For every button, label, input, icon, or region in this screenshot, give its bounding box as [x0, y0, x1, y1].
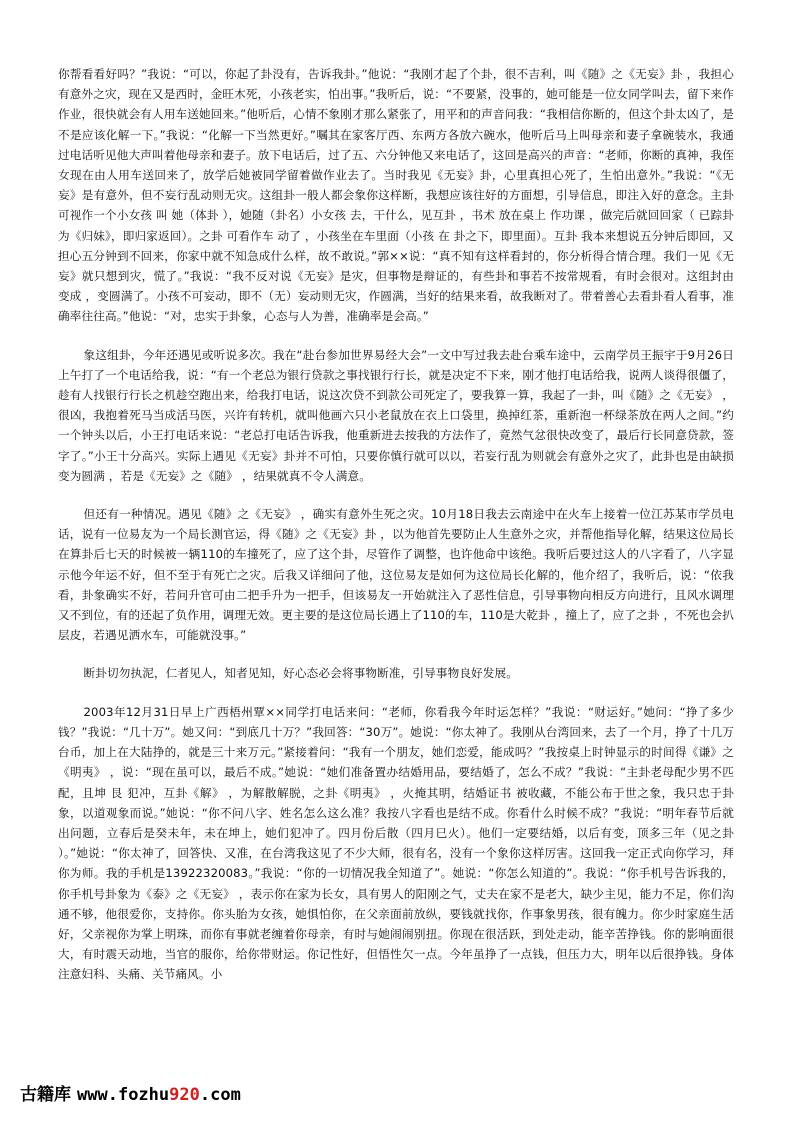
paragraph-4: 断卦切勿执泥，仁者见人，知者见知，好心态必会将事物断准，引导事物良好发展。 [83, 666, 519, 681]
footer-url-prefix: www. [77, 1085, 118, 1105]
paragraph-2: 象这组卦，今年还遇见或听说多次。我在“赴台参加世界易经大会”一文中写过我去赴台乘车途中，云南学员王振宇于9月26日上午打了一个电话给我，说：“有一个老总为银行贷款之事找银行行长，就是决定不下来，刚才他打电话给我，说两人谈得很僵了，趁有人找银行行长之机趁空跑出来，给我打电话，说这次贷不到款公司死定了，要我算一算，我起了一卦，叫《随》之《无妄》 ，很凶，我抱着死马当成活马医，兴许有转机，就叫他画六只小老鼠放在衣上口袋里，换掉红茶，重新泡一杯绿茶放在两人之间。”约一个钟头以后，小王打电话来说：“老总打电话告诉我，他重新进去按我的方法作了，竟然气忿很快改变了，最后行长同意贷款，签字了。”小王十分高兴。实际上遇见《无妄》卦并不可怕，只要你慎行就可以以，若妄行乱为则就会有意外之灾了，此卦也是由缺损 变为圆满 ，若是《无妄》之《随》 ，结果就真不令人满意。 [58, 347, 734, 483]
footer-brand-chinese: 古籍库 [20, 1085, 71, 1105]
paragraph-1: 你帮看看好吗？”我说：“可以，你起了卦没有，告诉我卦。”他说：“我刚才起了个卦，很不吉利，叫《随》之《无妄》卦 ，我担心有意外之灾，现在又是西时，金旺木死，小孩老实，怕出事。”我听后，说：“不要紧，没事的，她可能是一位女同学叫去，留下来作作业，很快就会有人用车送她回来。”他听后，心情不象刚才那么紧张了，用平和的声音问我：“我相信你断的，但这个卦太凶了，是不是应该化解一下。”我说：“化解一下当然更好。”嘱其在家客厅西、东两方各放六碗水，他听后马上叫母亲和妻子拿碗装水，我通过电话听见他大声叫着他母亲和妻子。放下电话后，过了五、六分钟他又来电话了，这回是高兴的声音：“老师，你断的真神，我侄女现在由人用车送回来了，放学后她被同学留着做作业去了。当时我见《无妄》卦，心里真担心死了，生怕出意外。”我说：“《无妄》是有意外，但不妄行乱动则无灾。这组卦一般人都会象你这样断，我想应该往好的方面想，引导信息，即注入好的意念。主卦 可视作一个小女孩 叫 她（体卦 ），她随（卦名）小女孩 去，干什么，见互卦 ，书术 放在桌上 作功课 ，做完后就回回家（ 已踪卦 为《归妹》，即归家返回）。之卦 可看作车 动了 ，小孩坐在车里面（小孩 在 卦之下，即里面）。互卦 我本来想说五分钟后即回，又担心五分钟到不回来，你家中就不知急成什么样，故不敢说。”郭××说：“真不知有这样看封的，你分析得合情合理。我们一见《无妄》就只想到灾，慌了。”我说：“我不反对说《无妄》是灾，但事物是辩证的，有些卦和事若不按常规看，有时会很对。这组封由 变成 ，变圆满了。小孩不可妄动，即不（无）妄动则无灾，作圆满，当好的结果来看，故我断对了。带着善心去看卦看人看事，准确率往往高。”他说：“对，忠实于卦象，心态与人为善，准确率是会高。” [58, 67, 734, 324]
footer-url-name: fozhu [117, 1085, 170, 1105]
footer-url-number: 920 [169, 1085, 200, 1105]
footer-watermark [20, 1080, 241, 1104]
paragraph-3: 但还有一种情况。遇见《随》之《无妄》 ，确实有意外生死之灾。10月18日我去云南途中在火车上接着一位江苏某市学员电话，说有一位易友为一个局长测官运，得《随》之《无妄》卦 ，以为他首先要防止人生意外之灾，并帮他指导化解，结果这位局长在算卦后七天的时候被一辆110的车撞死了，应了这个卦，尽管作了调整，也许他命中该绝。我听后要过这人的八字看了，八字显示他今年运不好，但不至于有死亡之灾。后我又详细问了他，这位易友是如何为这位局长化解的，他介绍了，我听后，说：“依我看，卦象确实不好，若问升官可由二把手升为一把手，但该易友一开始就注入了恶性信息，引导事物向相反方向进行，且风水调理又不到位，有的还起了负作用，调理无效。更主要的是这位局长遇上了110的车，110是大乾卦 ，撞上了，应了之卦 ，不死也会扒层皮，若遇见洒水车，可能就没事。” [58, 507, 734, 643]
paragraph-5: 2003年12月31日早上广西梧州覃××同学打电话来问：“老师，你看我今年时运怎样？”我说：“财运好。”她问：“挣了多少钱？”我说：“几十万”。她又问：“到底几十万？”我回答：“30万”。她说：“你太神了。我刚从台湾回来，去了一个月，挣了十几万台币，加上在大陆挣的，就是三十来万元。”紧接着问：“我有一个朋友，她们恋爱，能成吗？”我按桌上时钟显示的时间得《谦》之《明夷》 ，说：“现在虽可以，最后不成。”她说：“她们准备置办结婚用品，要结婚了，怎么不成？”我说：“主卦老母配少男不匹配，且坤 艮 犯冲，互卦《解》 ，为解散解脱，之卦《明夷》 ，火掩其明，结婚证书 被收藏，不能公布于世之象，我只忠于卦象，以道观象而说。”她说：“你不问八字、姓名怎么这么准？我按八字看也是结不成。你看什么时候不成？”我说：“明年春节后就出问题，立春后是癸未年，未在坤上，她们犯冲了。四月份后散（四月巳火）。他们一定要结婚，以后有变，顶多三年（见之卦 ）。”她说：“你太神了，回答快、又准，在台湾我这见了不少大师，很有名，没有一个象你这样厉害。这回我一定正式向你学习，拜你为师。我的手机是13922320083。”我说：“你的一切情况我全知道了”。她说：“你怎么知道的”。我说：“你手机号告诉我的，你手机号卦象为《泰》之《无妄》 ，表示你在家为长女，具有男人的阳刚之气，丈夫在家不是老大，缺少主见，能力不足，你们沟通不够，他很爱你，支持你。你头胎为女孩，她惧怕你，在父亲面前放纵，要钱就找你，作事象男孩，很有魄力。你少时家庭生活好，父亲视你为掌上明珠，而你有事就老缠着你母亲，有时与她闹闹别扭。你现在很活跃，到处走动，能辛苦挣钱。你的影响面很大，有时震天动地，当官的服你，给你带财运。你记性好，但悟性欠一点。今年虽挣了一点钱，但压力大，明年以后很挣钱。身体注意妇科、头痛、关节痛风。小 [58, 704, 734, 982]
document-body [58, 64, 734, 985]
footer-url-suffix: .com [199, 1085, 241, 1105]
